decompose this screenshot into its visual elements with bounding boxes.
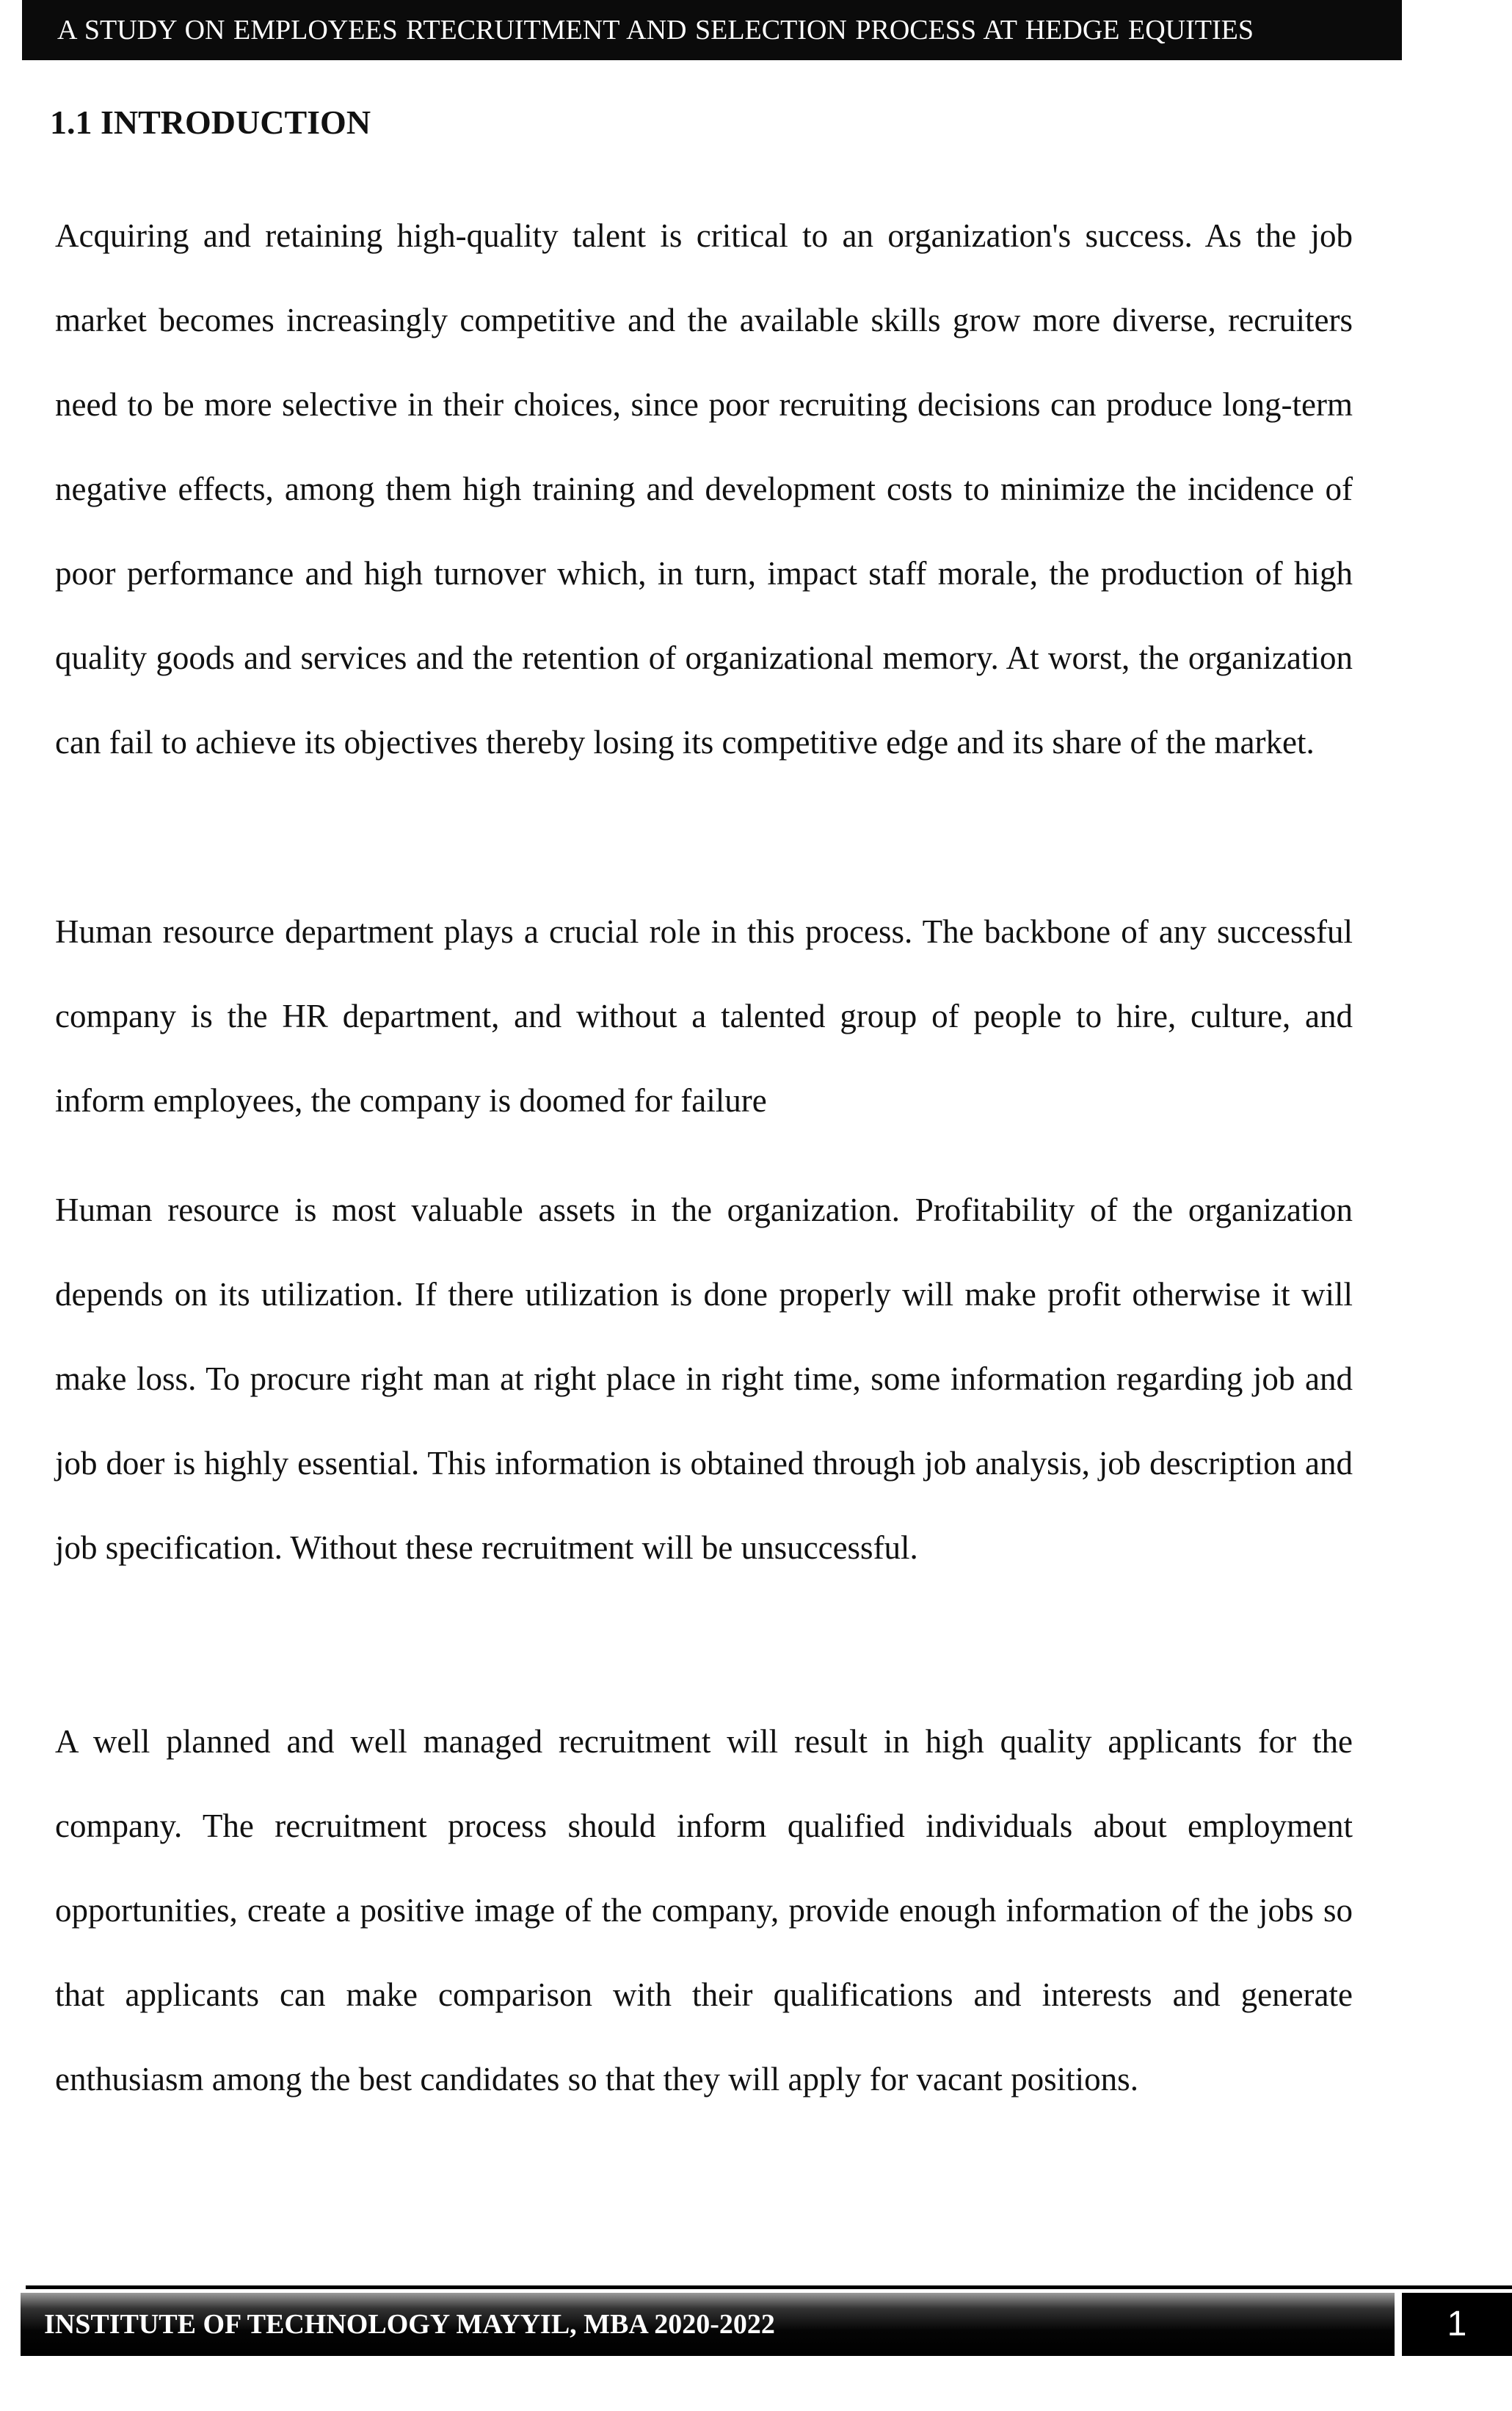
section-heading: 1.1 INTRODUCTION (50, 104, 371, 141)
running-header: A STUDY ON EMPLOYEES RTECRUITMENT AND SELECTION PROCESS AT HEDGE EQUITIES (22, 0, 1402, 60)
paragraph-recruitment-planning: A well planned and well managed recruitment will result in high quality applicants for the company. The recruitment process should inform qualified individuals about employment opportunities, create a positive image of the company, provide enough information of the jobs so that applicants can make comparison with their qualifications and interests and generate enthusiasm among the best candidates so that they will apply for vacant positions. (55, 1723, 1353, 2098)
paragraph-hr-department: Human resource department plays a crucial role in this process. The backbone of any successful company is the HR department, and without a talented group of people to hire, culture, and inform employees, the company is doomed for failure (55, 913, 1353, 1119)
paragraph-human-resource-assets: Human resource is most valuable assets in the organization. Profitability of the organization depends on its utilization. If there utilization is done properly will make profit otherwise it will make loss. To procure right man at right place in right time, some information regarding job and job doer is highly essential. This information is obtained through job analysis, job description and job specification. Without these recruitment will be unsuccessful. (55, 1192, 1353, 1566)
paragraph-talent-acquisition: Acquiring and retaining high-quality talent is critical to an organization's success. As the job market becomes increasingly competitive and the available skills grow more diverse, recruiters need to be more selective in their choices, since poor recruiting decisions can produce long-term negative effects, among them high training and development costs to minimize the incidence of poor performance and high turnover which, in turn, impact staff morale, the production of high quality goods and services and the retention of organizational memory. At worst, the organization can fail to achieve its objectives thereby losing its competitive edge and its share of the market. (55, 217, 1353, 761)
footer-divider (26, 2285, 1512, 2289)
page-number: 1 (1402, 2293, 1512, 2356)
footer-institution: INSTITUTE OF TECHNOLOGY MAYYIL, MBA 2020-2022 (21, 2293, 1395, 2356)
